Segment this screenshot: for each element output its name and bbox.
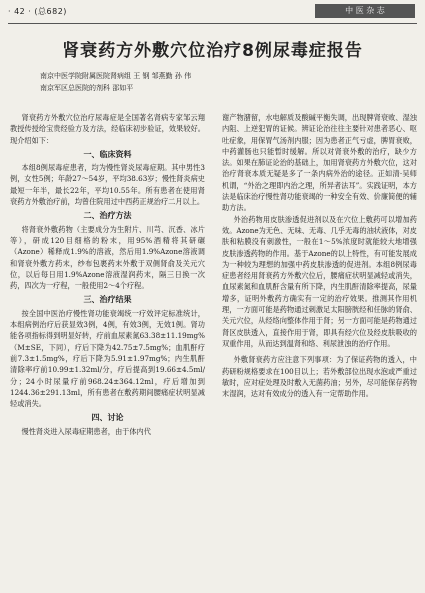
- article-title: 肾衰药方外敷穴位治疗8例尿毒症报告: [62, 41, 363, 61]
- author-line-1: 南京中医学院附属医院肾病组 王 钢 邹燕勤 孙 伟: [40, 72, 192, 80]
- section-heading-discussion: 四、讨论: [91, 413, 124, 423]
- mechanism-paragraph: 外治药物用皮肤渗透促进剂以及在穴位上敷药可以增加药效。Azone为无色、无味、无毒、几乎无毒的油状液体，对皮肤和粘膜没有刺激性，一般在1～5%浓度时就能较大地增强皮肤渗透药物的作用。基于Azone的以上特性，有可能发展成为一种较为理想的加强中药皮肤渗透的促进剂。本组8例尿毒症患者经用肾衰药方外敷穴位后，腰痛症状明显减轻或消失，血尿素氮和血肌酐含量有所下降，内生肌酐清除率提高，尿量增多，证明外敷药方确实有一定的治疗效果。推测其作用机理，一方面可能是药物通过刺激足太阳膀胱经和任脉的肾俞、关元穴位，从经络向整体作用于肾；另一方面可能是药物通过肾区皮肤透入，直接作用于肾，即具有经穴位及经皮肤吸收的双重作用，从而达到温肾和络、利尿泄浊的治疗作用。: [222, 214, 417, 348]
- clinical-data-paragraph: 本组8例尿毒症患者，均为慢性肾炎尿毒症期。其中男性3例，女性5例；年龄27～54岁，平均38.63岁；慢性肾炎病史最短一年半，最长22年，平均10.55年。所有患者在使用肾衰药方外敷治疗前，均曾住院用过中西药正规治疗二月以上。: [10, 163, 205, 207]
- left-column: [10, 112, 205, 437]
- summary-paragraph: 肾衰药方外敷穴位治疗尿毒症是全国著名肾病专家邹云翔教授传授给宝贵经验方及方法，经临床初步验证，效果较好。现介绍如下：: [10, 113, 205, 145]
- header-rule: [8, 23, 417, 24]
- right-column: [222, 112, 417, 399]
- section-heading-treatment-method: 二、治疗方法: [83, 211, 132, 221]
- discussion-paragraph-start: 慢性肾炎进入尿毒症期患者，由于体内代: [21, 426, 151, 436]
- section-heading-clinical-data: 一、临床资料: [83, 149, 132, 159]
- discussion-paragraph-continued: 谢产物潴留，水电解质及酸碱平衡失调，出现脾肾衰败、湿浊内阻、上逆犯胃的证候。辨证论治往往主要针对患者恶心、呕吐症象，用保胃气汤剂内服；因为患者正气亏虚，脾胃衰败，中药灌肠也只能暂时缓解。所以对肾衰外敷的治疗，缺少方法。如果在肺证论治的基础上，加用肾衰药方外敷穴位，这对治疗肾衰本质无疑是多了一条内病外治的途径。正如清·吴师机谓，“外治之理即内治之理，所异者法耳”。实践证明，本方法是临床治疗慢性肾功能衰竭的一种安全有效、价廉简便的辅助方法。: [222, 113, 417, 213]
- author-block: [40, 70, 400, 94]
- page-number: · 42 · (总682): [8, 7, 67, 16]
- section-heading-results: 三、治疗结果: [83, 295, 132, 305]
- treatment-method-paragraph: 将肾衰外敷药物（主要成分为生附片、川芎、沉香、冰片等），研成120目细格的粉末，用95%酒精将其研碾（Azone）稀释成1.9%的溶液，然后用1.9%Azone溶液调和肾衰外敷方药末，纱布包裹药末外敷于双侧肾俞及关元穴位，以后每日用1.9%Azone溶液湿润药末，隔三日换一次药，四次为一疗程，一般使用2～4个疗程。: [10, 224, 205, 291]
- author-line-2: 南京军区总医院的剂科 邵如平: [40, 84, 134, 92]
- page-header: [0, 0, 425, 26]
- precautions-paragraph: 外敷肾衰药方应注意下列事项：为了保证药物的透入，中药研粉规格要求在100目以上；若外敷部位出现水泡或严重过敏时，应对症处理及时敷入无菌药油；另外，尽可能保存药物末湿润，达对有效成分的透入有一定帮助作用。: [222, 355, 417, 399]
- journal-name-badge: 中 医 杂 志: [315, 4, 415, 18]
- results-paragraph: 按全国中医治疗慢性肾功能衰竭统一疗效评定标准统计，本组病例治疗后获显效3例，4例，有效3例，无效1例。肾功能各项指标得到明显好转，疗前血尿素氮63.38±11.19mg%（M±SE，下同），疗后下降为42.75±7.5mg%；血肌酐疗前7.3±1.5mg%，疗后下降为5.91±1.97mg%；内生肌酐清除率疗前10.99±1.32ml/分，疗后提高到19.66±4.5ml/分；24小时尿量疗前968.24±364.12ml，疗后增加到1244.36±291.13ml，所有患者在敷药期间腰痛症状明显减轻或消失。: [10, 308, 205, 409]
